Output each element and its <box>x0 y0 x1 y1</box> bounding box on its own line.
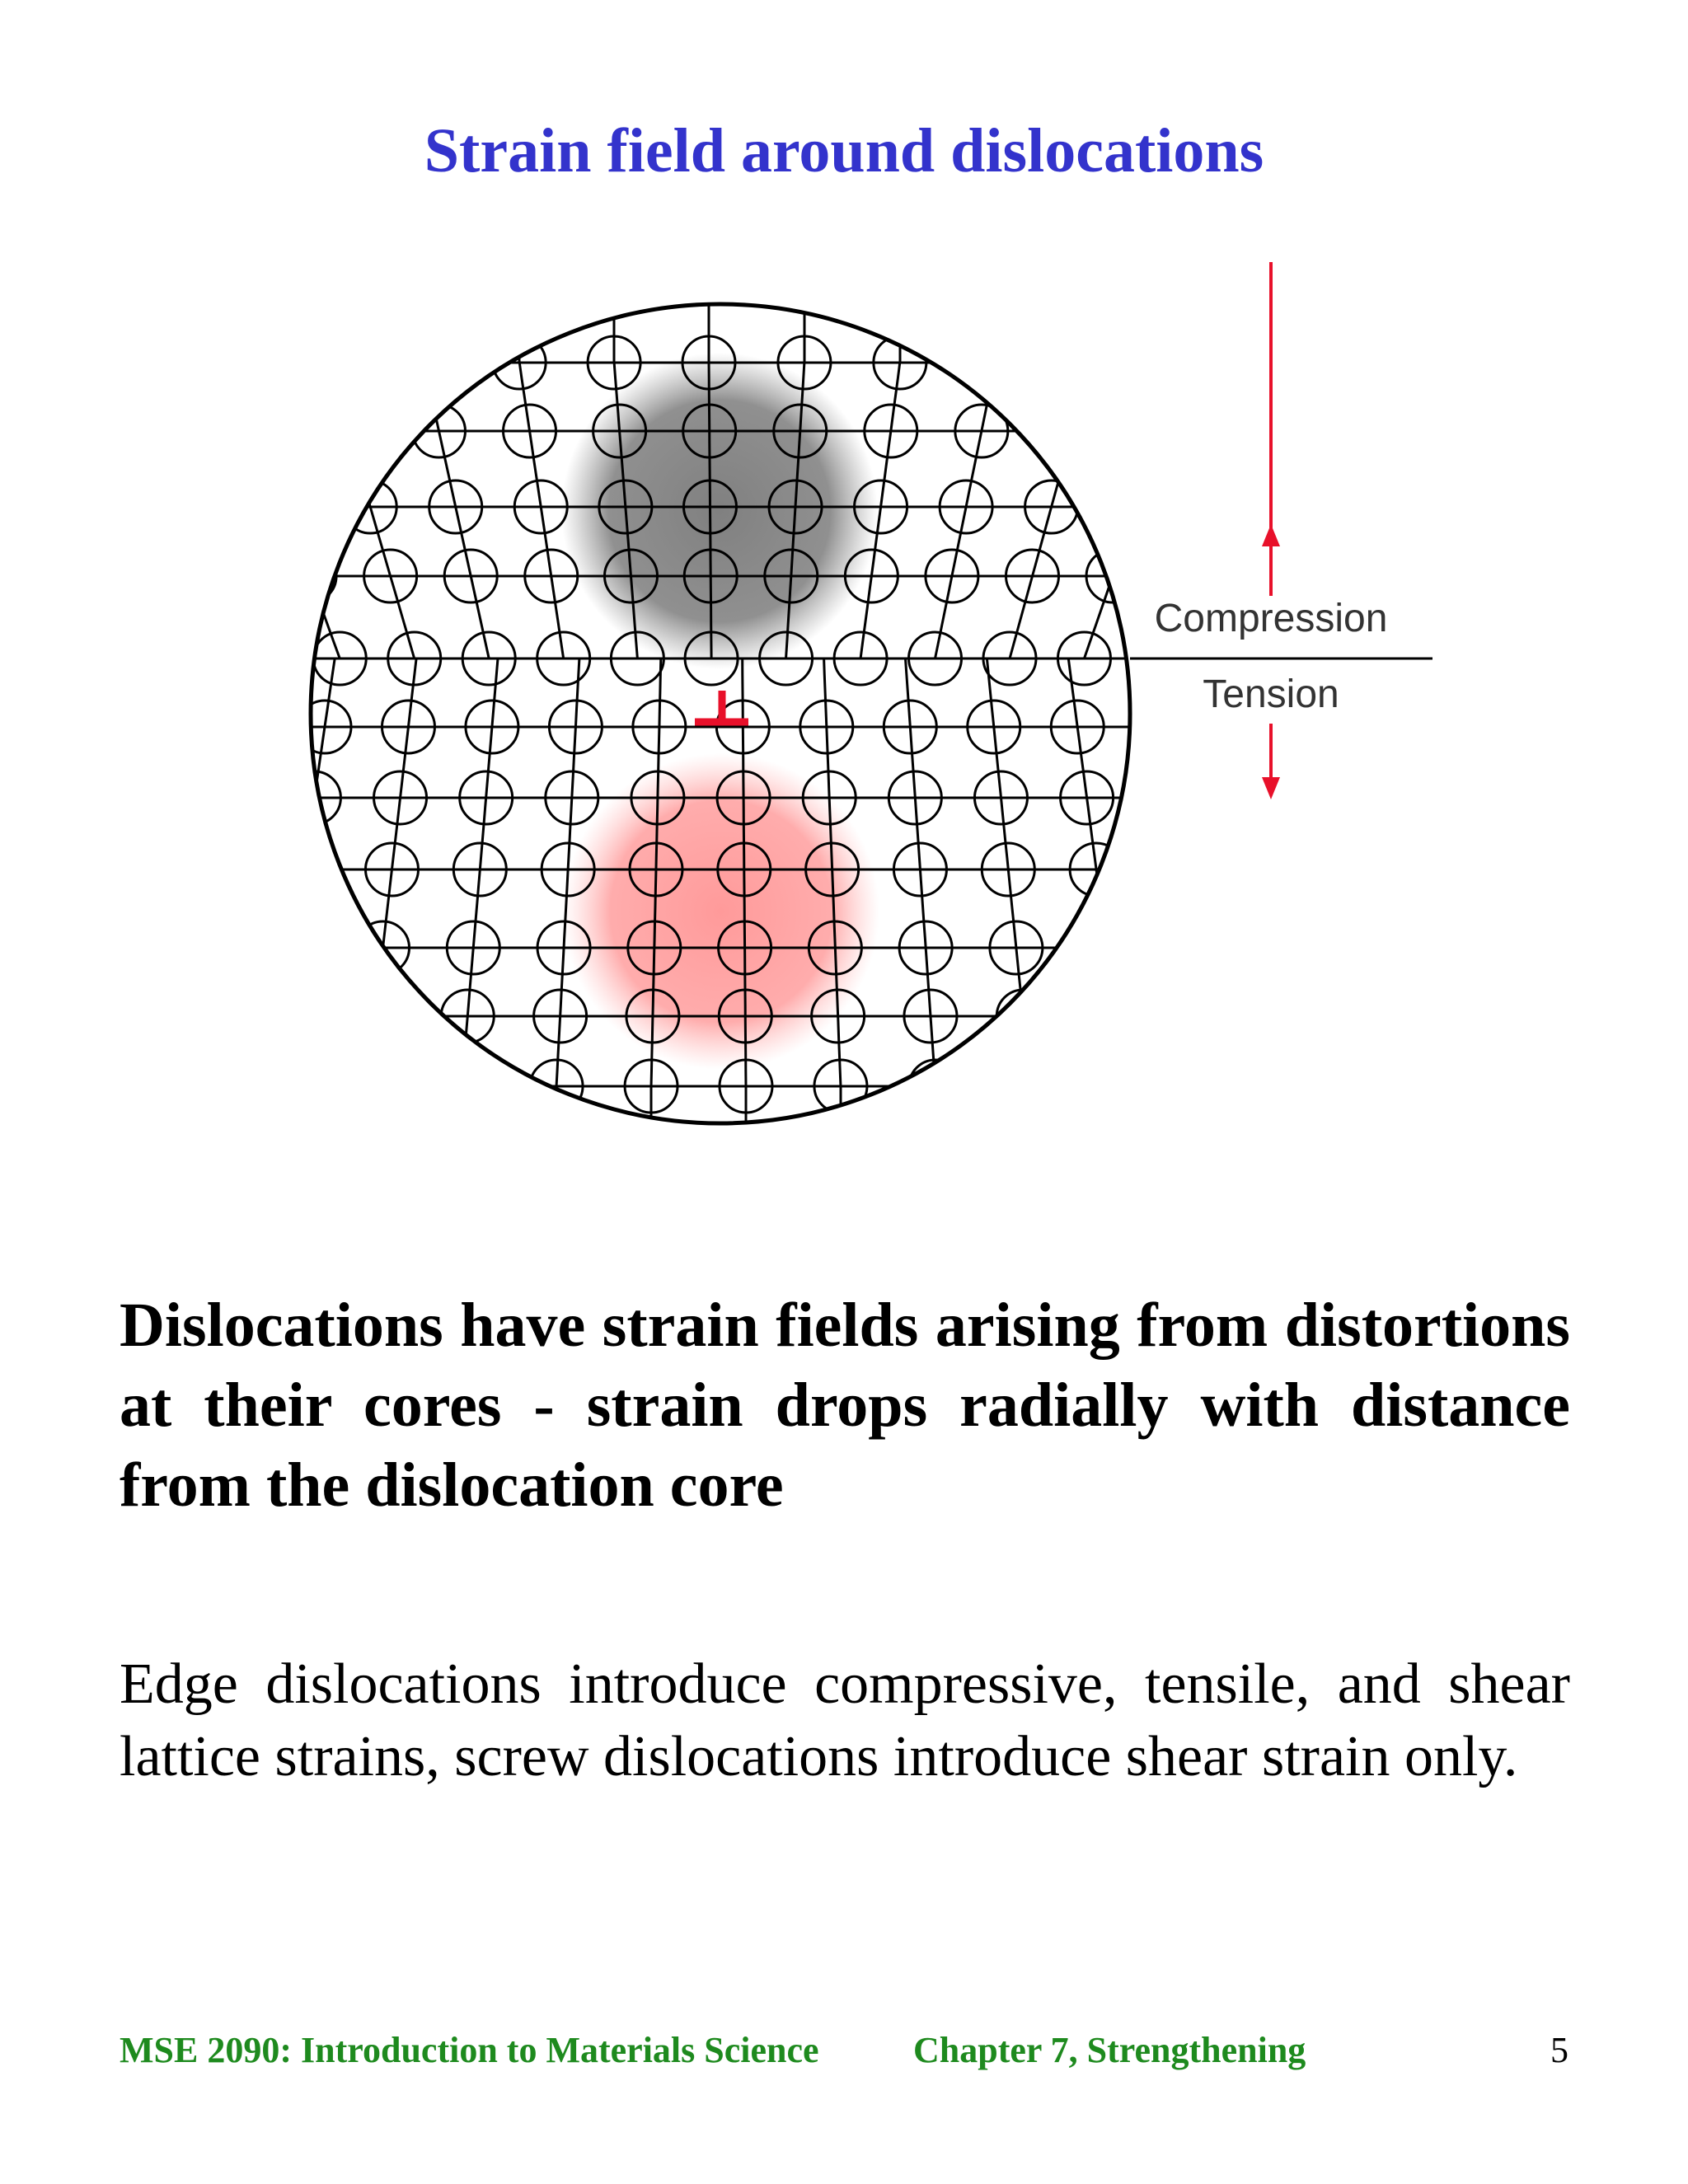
lattice-atom <box>280 843 331 896</box>
footer-course: MSE 2090: Introduction to Materials Science <box>120 2030 819 2070</box>
lattice-atom <box>302 336 354 389</box>
compression-label: Compression <box>1154 597 1388 640</box>
page-number: 5 <box>1550 2030 1568 2070</box>
lattice-atom <box>435 1060 488 1113</box>
dislocation-symbol <box>695 691 748 722</box>
lattice-atom <box>397 336 450 389</box>
lattice-atom <box>1081 921 1133 974</box>
lattice-diagram <box>280 262 1434 1160</box>
lattice-atom <box>1135 701 1188 753</box>
lattice-atom <box>1004 1060 1057 1113</box>
dislocation-strain-figure <box>280 262 1434 1160</box>
lattice-atom <box>280 921 319 974</box>
lattice-atom <box>1046 405 1099 457</box>
footer-chapter: Chapter 7, Strengthening <box>913 2030 1306 2070</box>
compression-arrow <box>1262 262 1280 596</box>
tension-label: Tension <box>1203 673 1339 716</box>
lattice-atom <box>1090 990 1142 1043</box>
lattice-atom <box>1110 480 1163 533</box>
slide-title: Strain field around dislocations <box>424 116 1264 185</box>
tension-zone <box>563 753 879 1070</box>
lattice-atom <box>909 1060 962 1113</box>
lattice-plane <box>519 262 564 658</box>
lattice-atom <box>1193 1060 1246 1113</box>
lattice-atom <box>280 1060 298 1113</box>
lattice-atom <box>280 480 312 533</box>
lattice-atom <box>1137 405 1189 457</box>
lattice-atom <box>969 336 1022 389</box>
lattice-atom <box>280 405 284 457</box>
body-text: Edge dislocations introduce compressive, tensile, and shear lattice strains, screw dislocations introduce shear strain only. <box>120 1652 1570 1788</box>
main-statement: Dislocations have strain fields arising from distortions at their cores - strain drops radially with distance from the dislocation core <box>120 1291 1570 1520</box>
lattice-plane <box>280 262 340 658</box>
lattice-atom <box>340 1060 393 1113</box>
compression-zone <box>561 353 878 669</box>
lattice-atom <box>1099 1060 1151 1113</box>
lattice-atom <box>1182 990 1235 1043</box>
tension-arrow <box>1262 724 1280 799</box>
lattice-atom <box>1146 771 1199 824</box>
lattice-atom <box>1170 921 1223 974</box>
lattice-atom <box>996 990 1049 1043</box>
lattice-atom <box>1160 336 1213 389</box>
lattice-atom <box>349 990 401 1043</box>
lattice-plane <box>1010 262 1091 658</box>
lattice-atom <box>1065 336 1118 389</box>
lattice-atom <box>321 405 374 457</box>
lattice-atom <box>280 990 309 1043</box>
lattice-atom <box>1158 843 1211 896</box>
